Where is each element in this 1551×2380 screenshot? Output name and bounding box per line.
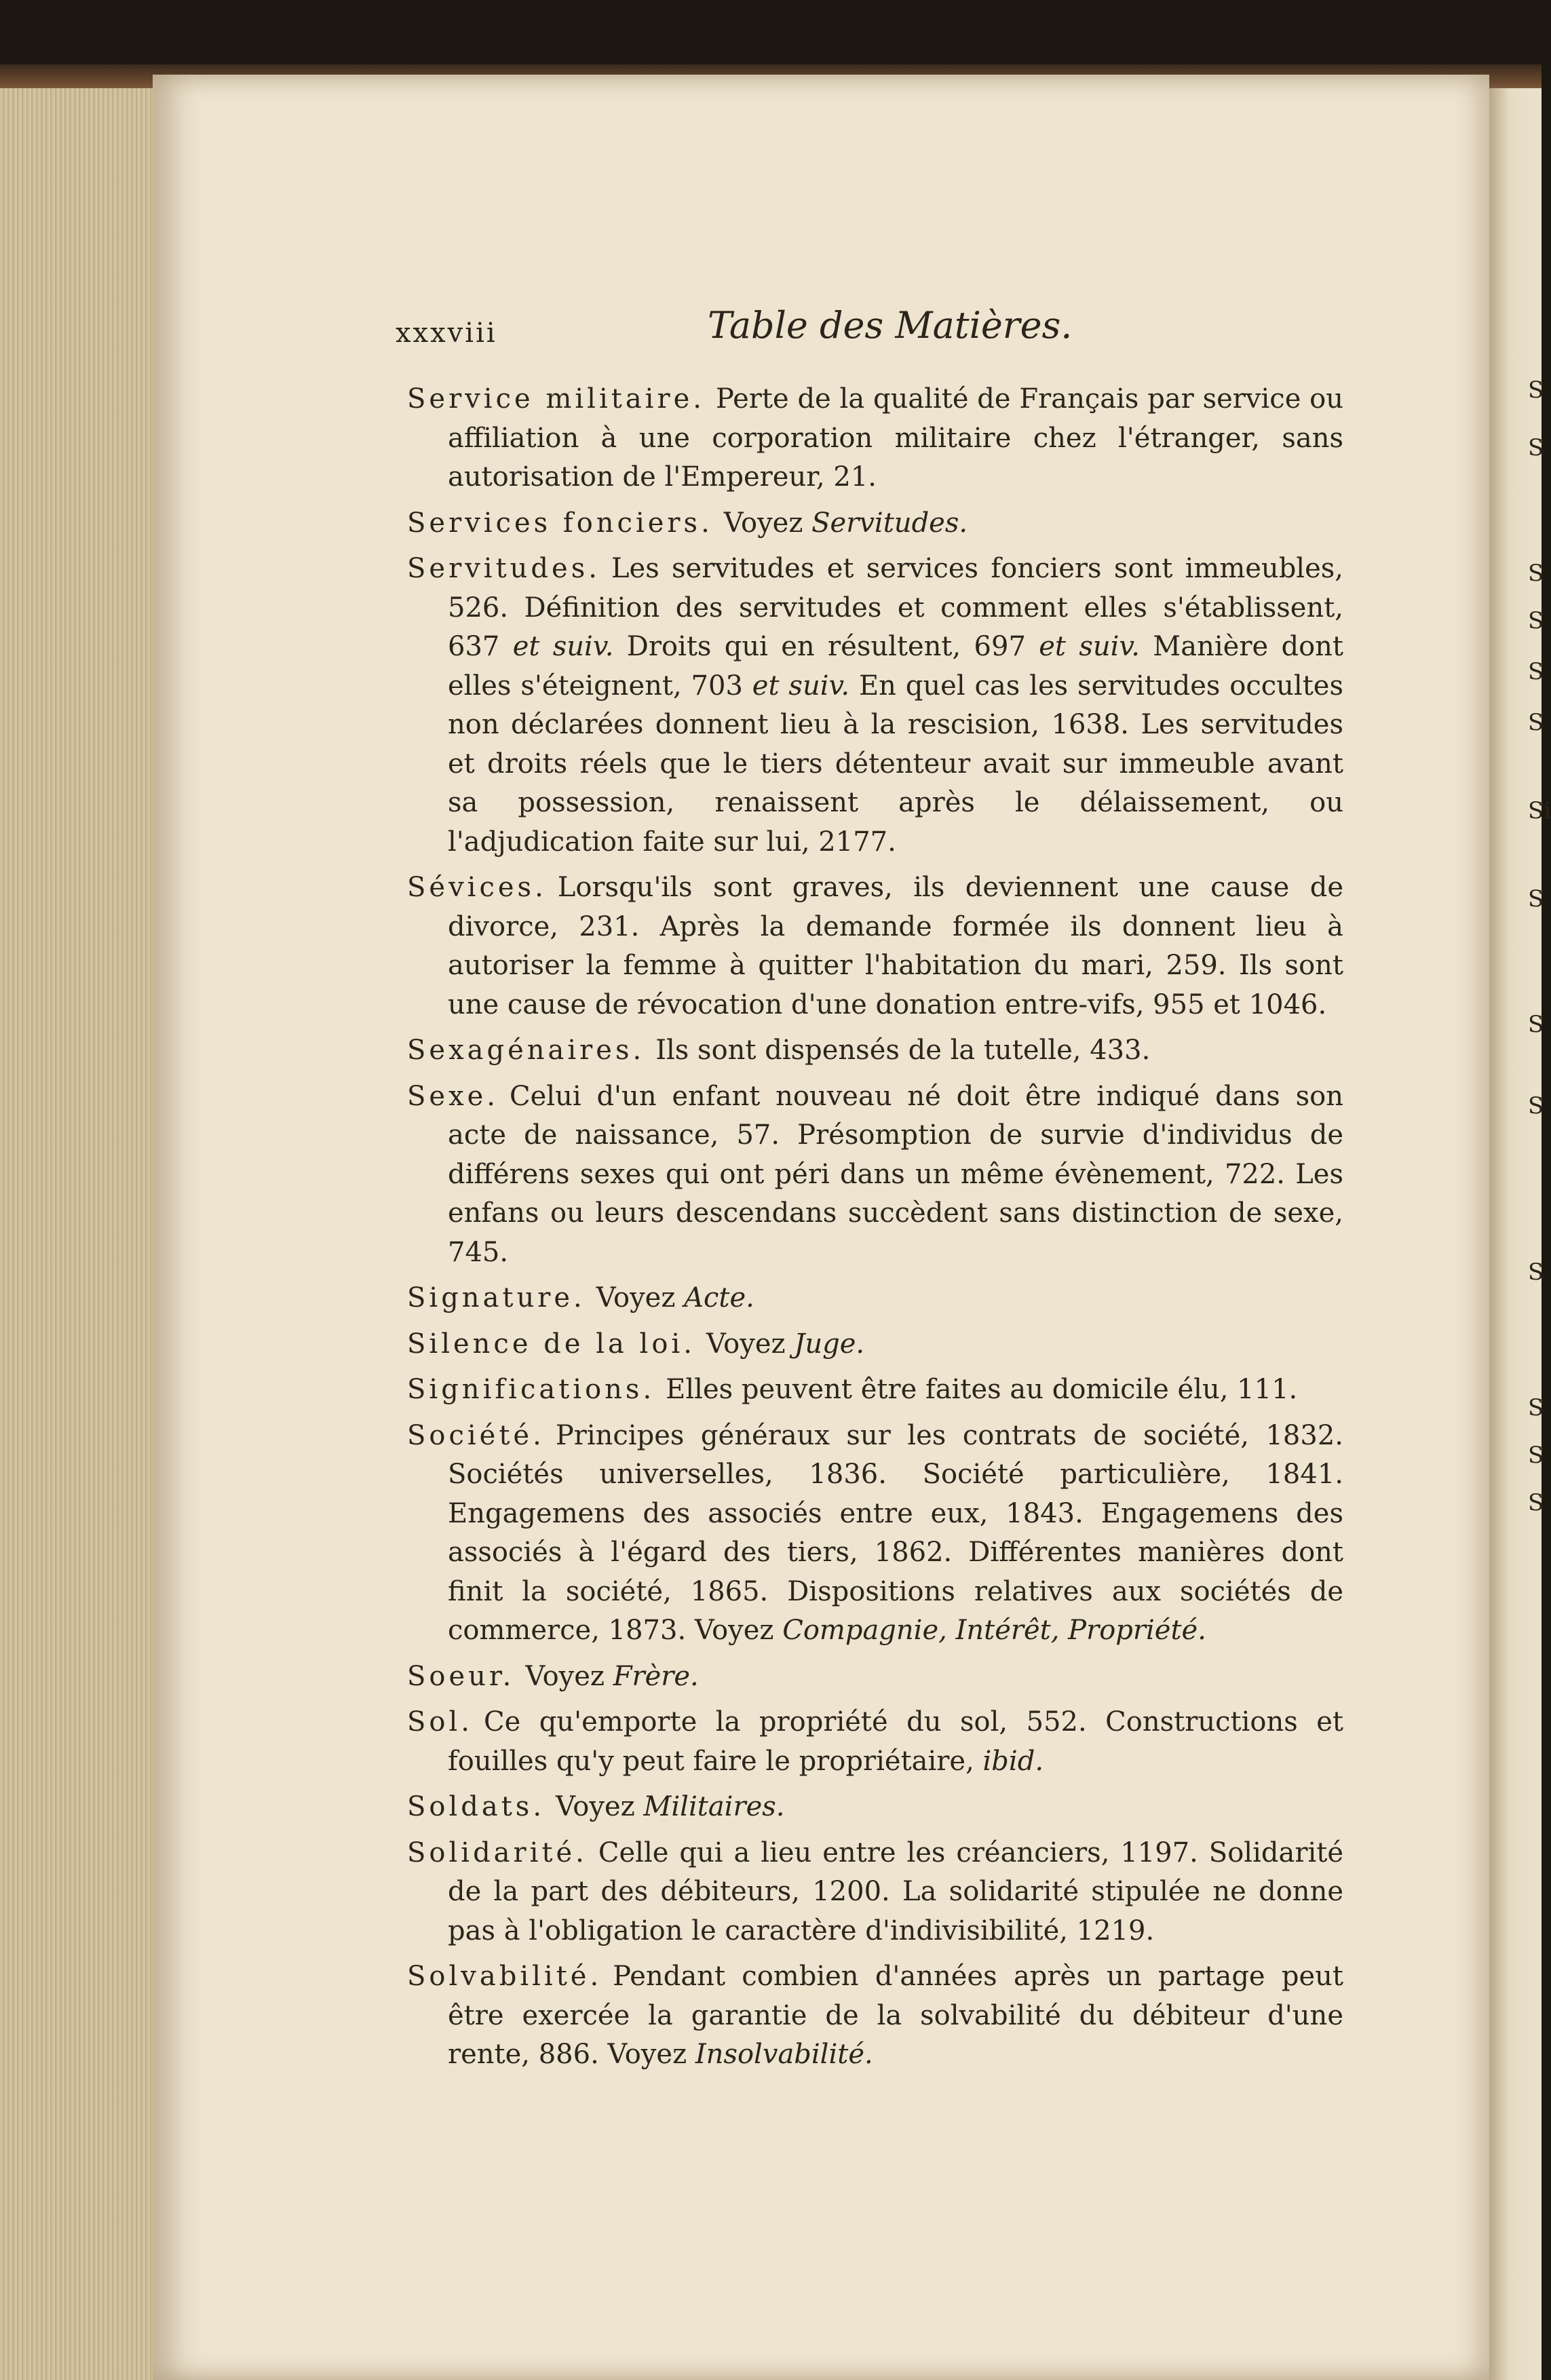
index-entry (407, 1657, 1343, 1697)
index-entry (407, 1788, 1343, 1827)
page-block-edge (0, 88, 164, 2380)
index-entry (407, 1031, 1343, 1071)
entry-text: Ils sont dispensés de la tutelle, 433. (655, 1035, 1151, 1066)
facing-margin-letter: S (1528, 560, 1544, 587)
entry-headword: Silence de la loi. (407, 1328, 695, 1360)
entry-reference: et suiv. (752, 670, 850, 702)
facing-margin-letter: S (1528, 1092, 1544, 1119)
entry-reference: Servitudes. (811, 507, 968, 539)
entry-text: Celui d'un enfant nouveau né doit être indiqué dans son acte de naissance, 57. Présomption de survie d'individus de différens sexes qui ont péri dans un même évènement, 722. Les enfans ou leurs descendans succèdent sans distinction de sexe, 745. (448, 1080, 1343, 1268)
facing-margin-letter: S (1528, 434, 1544, 461)
facing-margin-letter: S (1528, 377, 1544, 404)
index-entry (407, 1077, 1343, 1273)
entry-text: Voyez (525, 1660, 613, 1692)
entry-headword: Solidarité. (407, 1837, 588, 1868)
entry-text: Voyez (556, 1791, 644, 1822)
entry-headword: Signature. (407, 1282, 586, 1313)
index-entry (407, 1279, 1343, 1318)
index-entries (407, 380, 1343, 2081)
entry-headword: Sexe. (407, 1080, 499, 1112)
facing-margin-letter: Si (1528, 797, 1551, 824)
entry-text: Voyez (596, 1282, 685, 1313)
facing-margin-letter: S (1528, 709, 1544, 736)
entry-reference: Acte. (684, 1282, 754, 1313)
entry-reference: et suiv. (512, 631, 614, 662)
index-entry (407, 868, 1343, 1024)
page-number: xxxviii (396, 318, 497, 349)
index-entry (407, 1417, 1343, 1651)
facing-margin-letter: S (1528, 1442, 1544, 1469)
index-entry (407, 1703, 1343, 1781)
facing-margin-letter: S (1528, 1011, 1544, 1038)
page-header (396, 304, 1373, 351)
facing-margin-letter: S (1528, 1394, 1544, 1421)
entry-reference: et suiv. (1039, 631, 1140, 662)
index-entry (407, 1325, 1343, 1364)
entry-headword: Services fonciers. (407, 507, 713, 539)
entry-text: Manière dont elles s'éteignent, 703 (448, 631, 1343, 702)
index-entry (407, 1834, 1343, 1951)
entry-text: Voyez (706, 1328, 794, 1360)
index-entry (407, 380, 1343, 497)
entry-text: Ce qu'emporte la propriété du sol, 552. Constructions et fouilles qu'y peut faire le propriétaire, (448, 1706, 1343, 1777)
entry-headword: Société. (407, 1419, 545, 1451)
entry-reference: Frère. (613, 1660, 699, 1692)
entry-text: Principes généraux sur les contrats de société, 1832. Sociétés universelles, 1836. Société particulière, 1841. Engagemens des associés entre eux, 1843. Engagemens des associés à l'égard des tiers, 1862. Différentes manières dont finit la société, 1865. Dispositions relatives aux sociétés de commerce, 1873. Voyez (448, 1419, 1343, 1646)
entry-headword: Soldats. (407, 1791, 545, 1822)
index-entry (407, 504, 1343, 543)
entry-headword: Significations. (407, 1374, 655, 1405)
entry-headword: Soeur. (407, 1660, 515, 1692)
facing-margin-letter: S (1528, 607, 1544, 634)
entry-reference: Militaires. (643, 1791, 785, 1822)
entry-text: Celle qui a lieu entre les créanciers, 1197. Solidarité de la part des débiteurs, 1200. La solidarité stipulée ne donne pas à l'obligation le caractère d'indivisibilité, 1219. (448, 1837, 1343, 1946)
index-entry (407, 1370, 1343, 1410)
facing-margin-letter: S (1528, 885, 1544, 913)
facing-margin-letter: S (1528, 1259, 1544, 1286)
entry-text: Elles peuvent être faites au domicile élu, 111. (666, 1374, 1298, 1405)
entry-text: En quel cas les servitudes occultes non déclarées donnent lieu à la rescision, 1638. Les servitudes et droits réels que le tiers détenteur avait sur immeuble avant sa possession, renaissent après le délaissement, ou l'adjudication faite sur lui, 2177. (448, 670, 1343, 858)
entry-reference: Compagnie, Intérêt, Propriété. (782, 1615, 1206, 1646)
entry-reference: ibid. (982, 1745, 1044, 1777)
entry-headword: Sexagénaires. (407, 1035, 645, 1066)
facing-margin-letter: S (1528, 658, 1544, 685)
entry-reference: Insolvabilité. (695, 2039, 873, 2070)
entry-text: Pendant combien d'années après un partage peut être exercée la garantie de la solvabilité du débiteur d'une rente, 886. Voyez (448, 1961, 1343, 2070)
entry-text: Les servitudes et services fonciers sont immeubles, 526. Définition des servitudes et comment elles s'établissent, 637 (448, 553, 1343, 662)
facing-margin-letter: S (1528, 1489, 1544, 1516)
entry-text: Lorsqu'ils sont graves, ils deviennent une cause de divorce, 231. Après la demande formée ils donnent lieu à autoriser la femme à quitter l'habitation du mari, 259. Ils sont une cause de révocation d'une donation entre-vifs, 955 et 1046. (448, 872, 1343, 1020)
running-title: Table des Matières. (708, 304, 1073, 347)
entry-text: Voyez (723, 507, 812, 539)
index-entry (407, 1957, 1343, 2075)
index-entry (407, 550, 1343, 862)
entry-headword: Service militaire. (407, 383, 705, 415)
entry-headword: Solvabilité. (407, 1961, 602, 1992)
entry-headword: Sol. (407, 1706, 473, 1738)
entry-reference: Juge. (794, 1328, 865, 1360)
entry-headword: Servitudes. (407, 553, 600, 584)
entry-headword: Sévices. (407, 872, 547, 903)
facing-page-edge (1489, 88, 1542, 2380)
entry-text: Perte de la qualité de Français par service ou affiliation à une corporation militaire chez l'étranger, sans autorisation de l'Empereur, 21. (448, 383, 1344, 493)
entry-text: Droits qui en résultent, 697 (613, 631, 1039, 662)
